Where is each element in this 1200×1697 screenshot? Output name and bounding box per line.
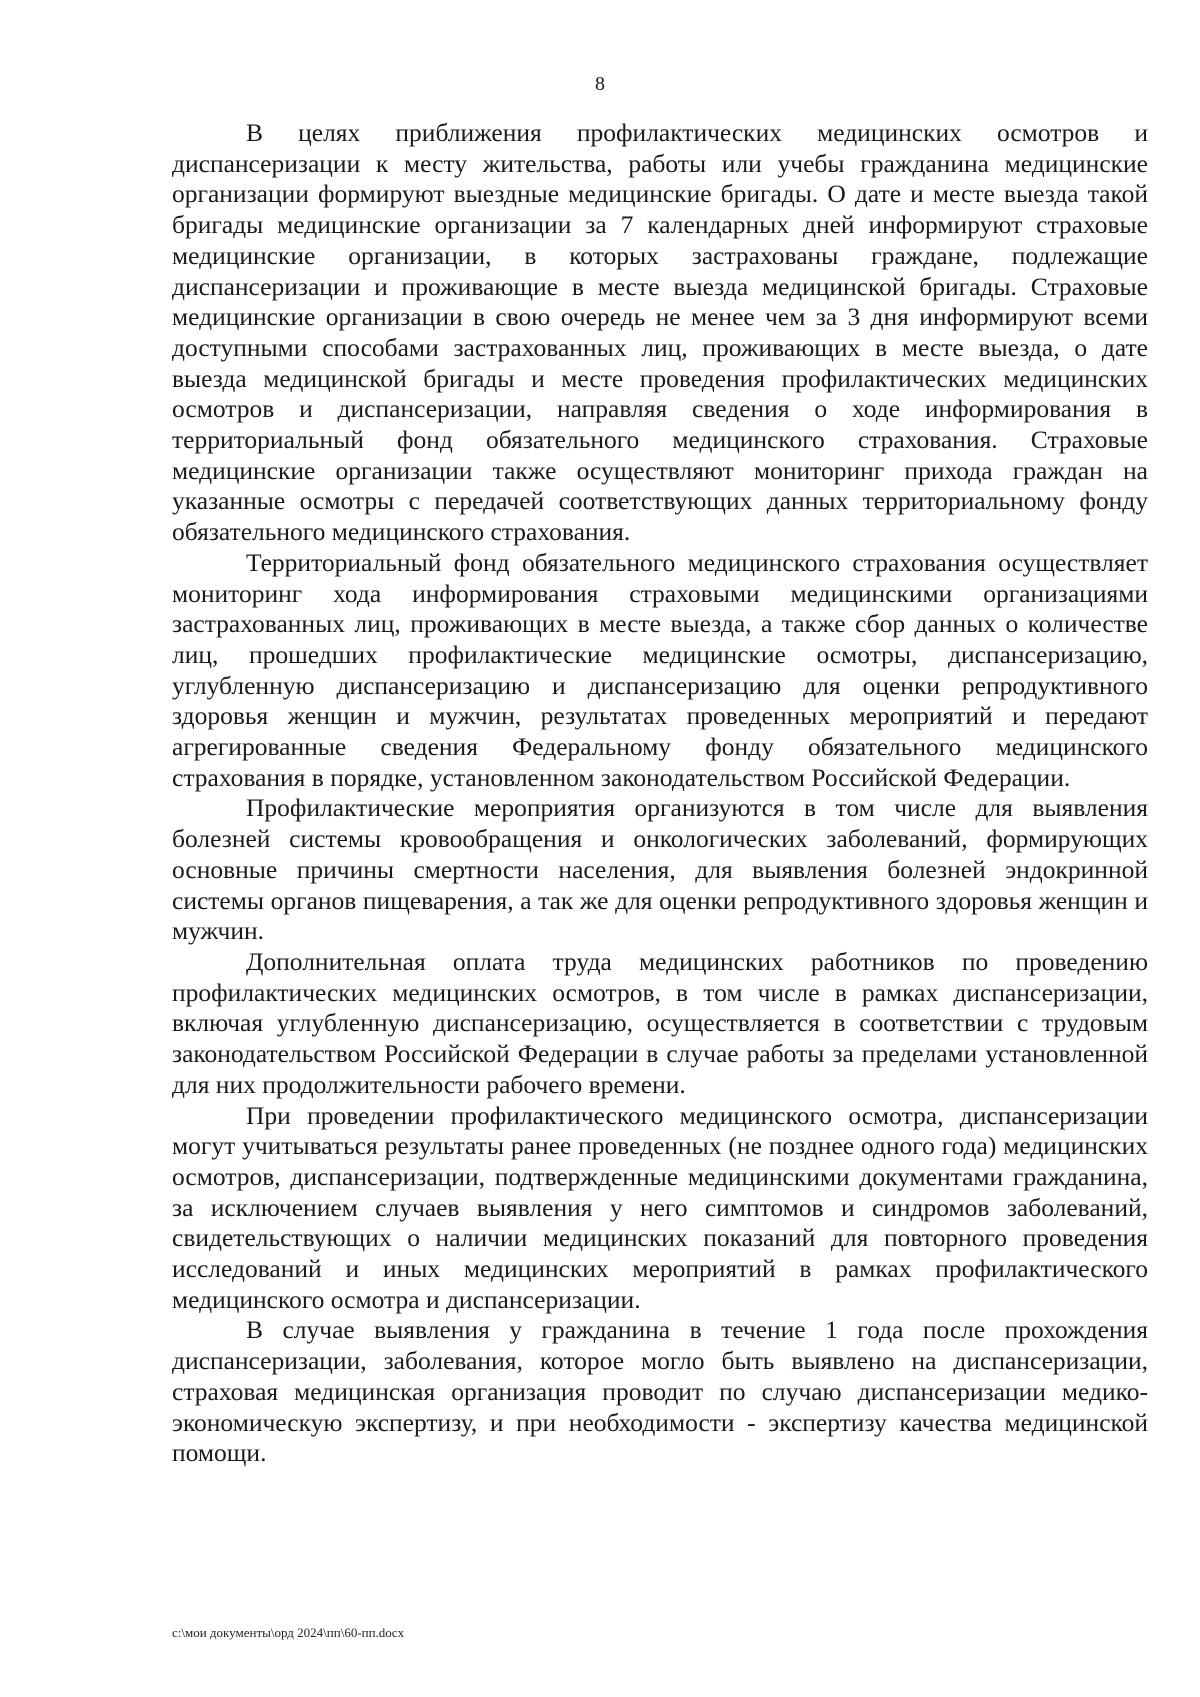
paragraph-expertise: В случае выявления у гражданина в течение 1 года после прохождения диспансеризации, заболевания, которое могло быть выявлено на диспансеризации, страховая медицинская организация проводит по случаю диспансеризации медико-экономическую экспертизу, и при необходимости - экспертизу качества медицинской помощи. [172, 1315, 1148, 1468]
paragraph-territorial-fund-monitoring: Территориальный фонд обязательного медицинского страхования осуществляет мониторинг хода информирования страховыми медицинскими организациями застрахованных лиц, проживающих в месте выезда, а также сбор данных о количестве лиц, прошедших профилактические медицинские осмотры, диспансеризацию, углубленную диспансеризацию и диспансеризацию для оценки репродуктивного здоровья женщин и мужчин, результатах проведенных мероприятий и передают агрегированные сведения Федеральному фонду обязательного медицинского страхования в порядке, установленном законодательством Российской Федерации. [172, 547, 1148, 792]
document-body [172, 118, 1148, 1469]
paragraph-additional-payment: Дополнительная оплата труда медицинских работников по проведению профилактических медицинских осмотров, в том числе в рамках диспансеризации, включая углубленную диспансеризацию, осуществляется в соответствии с трудовым законодательством Российской Федерации в случае работы за пределами установленной для них продолжительности рабочего времени. [172, 946, 1148, 1099]
paragraph-preventive-measures: Профилактические мероприятия организуются в том числе для выявления болезней системы кровообращения и онкологических заболеваний, формирующих основные причины смертности населения, для выявления болезней эндокринной системы органов пищеварения, а так же для оценки репродуктивного здоровья женщин и мужчин. [172, 793, 1148, 946]
page-number: 8 [595, 73, 605, 95]
paragraph-previous-results: При проведении профилактического медицинского осмотра, диспансеризации могут учитываться результаты ранее проведенных (не позднее одного года) медицинских осмотров, диспансеризации, подтвержденные медицинскими документами гражданина, за исключением случаев выявления у него симптомов и синдромов заболеваний, свидетельствующих о наличии медицинских показаний для повторного проведения исследований и иных медицинских мероприятий в рамках профилактического медицинского осмотра и диспансеризации. [172, 1100, 1148, 1314]
footer-file-path: c:\мои документы\орд 2024\пп\60-пп.docx [172, 1625, 405, 1640]
paragraph-mobile-brigades: В целях приближения профилактических медицинских осмотров и диспансеризации к месту жительства, работы или учебы гражданина медицинские организации формируют выездные медицинские бригады. О дате и месте выезда такой бригады медицинские организации за 7 календарных дней информируют страховые медицинские организации, в которых застрахованы граждане, подлежащие диспансеризации и проживающие в месте выезда медицинской бригады. Страховые медицинские организации в свою очередь не менее чем за 3 дня информируют всеми доступными способами застрахованных лиц, проживающих в месте выезда, о дате выезда медицинской бригады и месте проведения профилактических медицинских осмотров и диспансеризации, направляя сведения о ходе информирования в территориальный фонд обязательного медицинского страхования. Страховые медицинские организации также осуществляют мониторинг прихода граждан на указанные осмотры с передачей соответствующих данных территориальному фонду обязательного медицинского страхования. [172, 118, 1148, 547]
